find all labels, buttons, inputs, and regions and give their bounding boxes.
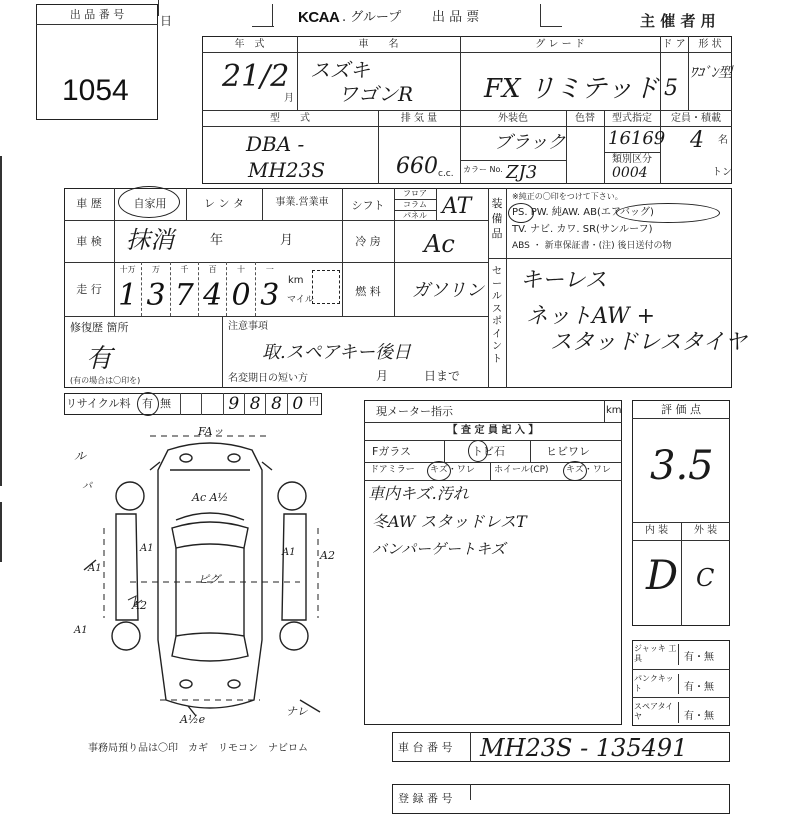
recycle-digit [201,393,222,415]
roof-note: ピグ [198,573,220,586]
color-no-value: ZJ3 [506,162,538,183]
tool-label: パンクキット [634,674,679,695]
inspection-value: 抹消 [126,226,174,254]
caution-value: 取.スペアキー後日 [262,342,412,363]
type-value-1: DBA - [246,132,305,156]
expiry-day: 日まで [424,369,461,383]
inspection-year: 年 [210,233,224,248]
odometer-cell [227,262,255,316]
odometer-cell [114,262,142,316]
sales-line2: ネットAW + [526,304,656,329]
km-label: km [288,275,304,286]
equipment-label: 装 備 品 [491,197,503,240]
door-mirror-opts[interactable]: キズ・ワレ [430,465,475,475]
odometer-digit: 3 [260,278,280,313]
left-side-mark-2: パ [82,481,92,492]
shift-floor[interactable]: フロア [403,189,427,198]
tool-options[interactable]: 有・無 [684,652,714,664]
tool-row [632,640,730,669]
left-side-mark-3: A1 [88,563,102,574]
odometer-unit: 十 [236,265,245,274]
organizer-label: 主 催 者 用 [640,12,716,30]
color-no-label: カラー No. [463,165,503,174]
inspector-note-3: バンパーゲートキズ [372,540,506,558]
registration-label: 登 録 番 号 [398,792,453,805]
meter-unit: km [606,405,622,416]
recycle-label: リサイクル料 [66,397,131,410]
odometer-digit: 4 [203,278,223,313]
sales-line1: キーレス [520,268,607,293]
caution-label: 注意事項 [228,321,268,332]
mid-right-note: A1 [282,547,296,558]
capacity-unit: 名 [718,135,728,146]
fuel-value: ガソリン [412,280,484,301]
shape-label: 形 状 [698,39,722,50]
doors-value: 5 [664,76,678,101]
wheel-label: ホイール(CP) [494,465,549,475]
equipment-line1: PS. PW. 純AW. AB(エアバッグ) [512,207,654,218]
color-change-label: 色替 [575,113,595,124]
type-label: 型 式 [270,113,310,124]
score-label: 評 価 点 [661,403,701,416]
odometer-cell [199,262,227,316]
expiry-label: 名変期日の短い方 [228,373,308,384]
chassis-value: MH23S - 135491 [480,734,688,762]
lot-number: 1054 [62,74,129,107]
tool-row [632,669,730,698]
diagram-footer: 事務局預り品は〇印 カギ リモコン ナビロム [88,743,308,754]
f-glass-label: Fガラス [372,445,411,458]
ac-value: Ac [424,230,455,258]
history-private[interactable]: 自家用 [133,197,167,210]
inspector-note-2: 冬AW スタッドレスT [372,512,527,531]
sheet-title-b: 出 品 票 [432,10,480,25]
repair-label: 修復歴 箇所 [70,321,129,334]
odometer-unit: 百 [208,265,217,274]
equipment-line3: ABS ・ 新車保証書・(注) 後日送付の物 [512,241,672,251]
history-label: 車 歴 [76,197,102,210]
recycle-digits [180,393,308,415]
rear-note: A½e [180,713,206,726]
left-side-mark-4: A1 [74,625,88,636]
cc-unit: c.c. [438,169,454,179]
odometer-cell [171,262,199,316]
recycle-digit [180,393,201,415]
tool-options[interactable]: 有・無 [684,710,714,722]
wheel-opts[interactable]: キズ・ワレ [566,465,611,475]
front-mark: FAッ [198,425,224,438]
tool-label: ジャッキ 工具 [634,644,679,665]
door-mirror-label: ドアミラー [370,465,415,475]
odometer-digit: 7 [174,278,194,313]
bumper-note: Ac A½ [192,491,229,504]
lot-label: 出 品 番 号 [69,8,125,21]
shape-value: ﾜｺﾞﾝ型 [690,65,732,81]
ton-unit: トン [712,167,732,178]
f-glass-crack[interactable]: ヒビワレ [546,445,590,458]
score-value: 3.5 [650,443,714,489]
capacity-label: 定員・積載 [671,113,721,124]
month-suffix: 月 [284,93,294,104]
model-value: ワゴンR [338,82,414,106]
cc-value: 660 [396,154,438,179]
odometer-cell [256,262,284,316]
exterior-score-label: 外 装 [693,525,718,536]
odometer-unit: 千 [180,265,189,274]
recycle-digit: 9 [223,393,244,415]
history-business[interactable]: 事業.営業車 [275,197,329,208]
maker-value: スズキ [310,58,370,82]
recycle-digit: 0 [287,393,308,415]
odometer-cell [142,262,170,316]
inspection-label: 車 検 [76,235,102,248]
maker-label: 車 名 [358,39,399,50]
year-value: 21/2 [222,59,290,94]
exterior-label: 外装色 [498,113,528,124]
tool-options[interactable]: 有・無 [684,681,714,693]
f-glass-chips[interactable]: トビ石 [472,445,505,458]
sales-point-label: セールスポイント [492,266,502,365]
private-circle [118,186,180,218]
inspector-header: 【 査 定 員 記 入 】 [447,425,539,436]
odometer-unit: 十万 [119,265,136,274]
grade-value: FX リミテッド [484,74,659,104]
left-side-mark-1: ル [74,449,87,463]
kcaa-logo: KCAA [298,9,340,26]
tools-list [632,640,730,726]
tool-row [632,697,730,726]
ac-label: 冷 房 [355,235,381,248]
repair-value: 有 [86,344,113,374]
sales-line3: スタッドレスタイヤ [550,330,747,355]
inspector-note-1: 車内キズ.汚れ [368,484,469,503]
doors-label: ド ア [662,39,686,50]
chassis-label: 車 台 番 号 [398,741,453,754]
interior-label: 内 装 [644,525,669,536]
shift-label: シフト [351,199,385,212]
recycle-no[interactable]: 無 [160,397,171,410]
expiry-month: 月 [376,369,389,383]
mileage-label: 走 行 [76,283,102,296]
odometer-digit: 3 [146,278,166,313]
mile-label: マイル [287,295,314,305]
cc-label: 排 気 量 [400,113,438,124]
year-label: 年 式 [234,39,265,50]
right-note: A2 [320,549,335,562]
type-spec-value: 16169 [608,128,666,149]
odometer-digit: 0 [231,278,251,313]
tool-label: スペアタイヤ [634,702,679,723]
history-rental[interactable]: レ ン タ [204,197,244,210]
recycle-unit: 円 [309,397,319,408]
meter-label: 現メーター指示 [376,405,453,418]
odometer [114,262,284,316]
exterior-score-value: C [696,564,715,592]
capacity-value: 4 [690,128,704,153]
recycle-yes[interactable]: 有 [142,397,153,410]
category-label: 類別区分 [612,154,652,165]
equipment-line2: TV. ナビ. カワ. SR(サンルーフ) [512,224,653,235]
interior-value: D [646,553,679,599]
recycle-digit: 8 [244,393,265,415]
equipment-note: ※純正の〇印をつけて下さい。 [512,192,623,201]
recycle-digit: 8 [265,393,286,415]
inspection-month: 月 [280,233,294,248]
shift-value: AT [442,194,472,219]
grade-label: グ レ ー ド [535,39,585,50]
odometer-digit: 1 [118,278,138,313]
sheet-title-a: . グループ [342,10,402,25]
fuel-label: 燃 料 [355,285,381,298]
category-value: 0004 [612,165,648,181]
exterior-value: ブラック [494,132,566,153]
type-value-2: MH23S [248,158,326,182]
rear-left-note: A2 [132,599,147,612]
odometer-unit: 万 [151,265,160,274]
shift-column[interactable]: コラム [403,200,427,209]
day-suffix: 日 [160,14,173,28]
odometer-unit: 一 [265,265,274,274]
shift-panel[interactable]: パネル [403,211,427,220]
left-note: A1 [140,543,154,554]
repair-hint: (有の場合は〇印を) [70,376,141,385]
type-spec-label: 型式指定 [612,113,652,124]
rear-right-note: ナレ [286,705,308,718]
